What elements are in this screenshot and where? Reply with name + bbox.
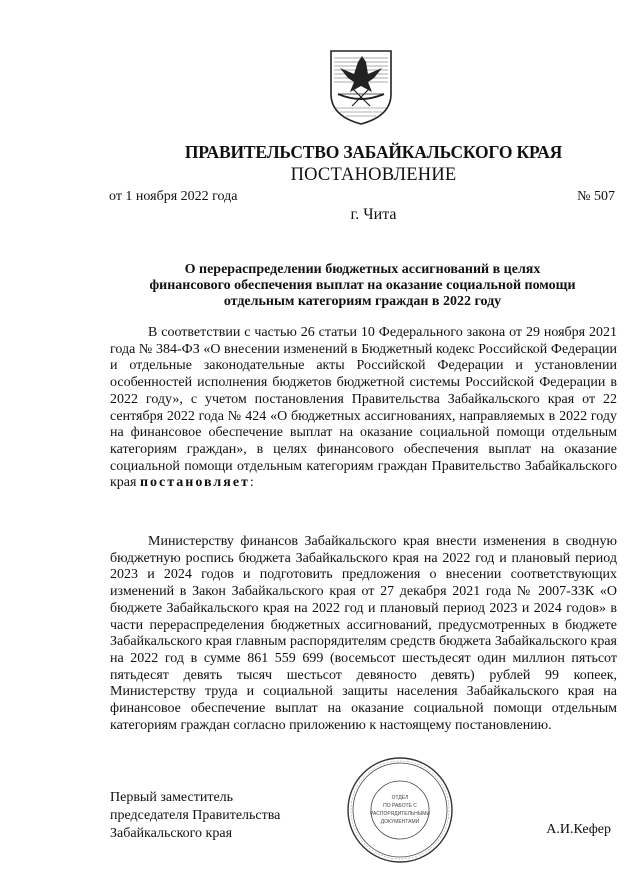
decree-colon: : [249,475,254,491]
organization-title: ПРАВИТЕЛЬСТВО ЗАБАЙКАЛЬСКОГО КРАЯ [184,142,563,162]
document-number: № 507 [577,189,615,204]
subject-line-3: отдельным категориям граждан в 2022 году [223,294,502,309]
signer-line-2: председателя Правительства [110,808,281,823]
decree-word: постановляет [139,475,250,491]
document-type: ПОСТАНОВЛЕНИЕ [290,165,457,185]
document-subject [110,262,615,310]
preamble-text: В соответствии с частью 26 статьи 10 Федерального закона от 29 ноября 2021 года № 384-ФЗ «О внесении изменений в Бюджетный кодекс Российской Федерации и отдельные законодательные акты Российской Федерации и установлении особенностей исполнения бюджетов бюджетной системы Российской Федерации в 2022 году», с учетом постановления Правительства Забайкальского края от 22 сентября 2022 года № 424 «О бюджетных ассигнованиях, направляемых в 2022 году на финансовое обеспечение выплат на оказание социальной помощи отдельным категориям граждан», в целях финансового обеспечения выплат на оказание социальной помощи отдельным категориям граждан Правительство Забайкальского края [110,325,617,491]
operative-paragraph: Министерству финансов Забайкальского края внести изменения в сводную бюджетную роспись бюджета Забайкальского края на 2022 год и плановый период 2023 и 2024 годов и подготовить предложения о внесении соответствующих изменений в Закон Забайкальского края от 27 декабря 2021 года № 2007-ЗЗК «О бюджете Забайкальского края на 2022 год и плановый период 2023 и 2024 годов» в части перераспределения бюджетных ассигнований, предусмотренных в бюджете Забайкальского края главным распорядителям средств бюджета Забайкальского края на 2022 год в сумме 861 559 699 (восемьсот шестьдесят один миллион пятьсот пятьдесят девять тысяч шестьсот девяносто девять) рублей 99 копеек, Министерству труда и социальной защиты населения Забайкальского края на финансовое обеспечение выплат на оказание социальной помощи отдельным категориям граждан согласно приложению к настоящему постановлению. [110,534,617,733]
signer-title [110,789,280,843]
seal-text-3: РАСПОРЯДИТЕЛЬНЫМИ [370,811,430,817]
official-seal-stamp [346,756,454,864]
document-city: г. Чита [350,206,397,223]
subject-line-1: О перераспределении бюджетных ассигнований в целях [184,262,541,277]
signer-name: А.И.Кефер [546,822,611,837]
signer-line-3: Забайкальского края [110,826,233,841]
coat-of-arms-emblem [328,48,394,126]
subject-line-2: финансового обеспечения выплат на оказание социальной помощи [149,278,576,293]
signer-line-1: Первый заместитель [110,790,234,805]
seal-text-4: ДОКУМЕНТАМИ [380,819,420,825]
seal-text-1: ОТДЕЛ [391,795,409,801]
document-date: от 1 ноября 2022 года [109,189,238,204]
seal-text-2: ПО РАБОТЕ С [383,803,417,809]
preamble-paragraph [110,325,617,492]
